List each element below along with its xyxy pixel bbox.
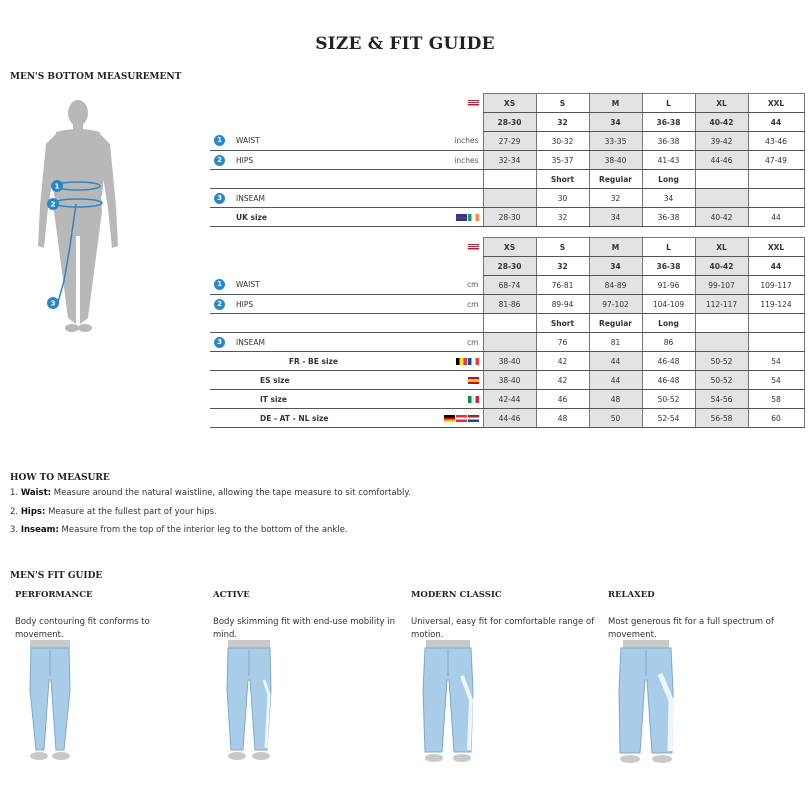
fit-description: Most generous fit for a full spectrum of movement. [608,617,774,640]
cell: 32-34 [483,151,536,170]
inseam-type: Regular [589,170,642,189]
row-label: UK size [232,208,338,227]
cell: 30-32 [536,132,589,151]
unit-label [338,189,483,208]
fit-name: ACTIVE [213,590,250,600]
cell: 109-117 [748,276,804,295]
us-size: 44 [748,257,804,276]
cell: 44-46 [483,409,536,428]
cell: 38-40 [483,352,536,371]
size-table-inches [210,93,805,227]
cell: 54 [748,371,804,390]
us-size: 36-38 [642,113,695,132]
size-header: XL [695,94,748,113]
cell: 48 [589,390,642,409]
uk-row [210,208,804,227]
how-item-inseam [10,525,348,535]
us-size: 40-42 [695,257,748,276]
cell: 42-44 [483,390,536,409]
cell: 54 [748,352,804,371]
row-label: HIPS [232,151,338,170]
us-size: 40-42 [695,113,748,132]
cell: 42 [536,371,589,390]
cell: 27-29 [483,132,536,151]
size-header: XS [483,238,536,257]
us-flag-icon [338,94,483,113]
cell: 46 [536,390,589,409]
row-label: INSEAM [232,189,338,208]
size-table-cm [210,237,805,428]
es-flag-icon [338,371,483,390]
size-header: XS [483,94,536,113]
hips-badge: 2 [214,155,225,166]
fit-description: Body skimming fit with end-use mobility in mind. [213,617,396,640]
cell: 81 [589,333,642,352]
cell: 91-96 [642,276,695,295]
fit-name: MODERN CLASSIC [411,590,502,600]
us-size: 34 [589,113,642,132]
inseam-row [210,189,804,208]
cell: 30 [536,189,589,208]
modern-classic-pants-icon [416,640,480,765]
inseam-badge: 3 [214,193,225,204]
cell: 47-49 [748,151,804,170]
cell: 44 [748,208,804,227]
how-item-number: 3. [10,525,21,535]
hips-badge: 2 [214,299,225,310]
cell: 50-52 [695,371,748,390]
how-item-term: Waist: [20,488,52,498]
size-header: L [642,94,695,113]
waist-row [210,132,804,151]
inseam-badge: 3 [214,337,225,348]
male-figure-icon [28,96,128,336]
how-item-number: 2. [10,507,21,517]
row-label: IT size [232,390,338,409]
cell: 36-38 [642,132,695,151]
it-flag-icon [338,390,483,409]
size-header: XXL [748,238,804,257]
figure-marker-1: 1 [54,182,60,191]
us-size: 36-38 [642,257,695,276]
waist-row [210,276,804,295]
cell: 86 [642,333,695,352]
cell: 58 [748,390,804,409]
row-label: WAIST [232,276,338,295]
cell: 52-54 [642,409,695,428]
figure-marker-3: 3 [50,299,56,308]
cell: 46-48 [642,371,695,390]
cell: 112-117 [695,295,748,314]
fit-description: Body contouring fit conforms to movement. [15,617,150,640]
inseam-type: Short [536,170,589,189]
uk-ie-flags-icon [338,208,483,227]
inseam-type: Long [642,314,695,333]
cell: 33-35 [589,132,642,151]
fit-description: Universal, easy fit for comfortable range of motion. [411,617,595,640]
us-size: 34 [589,257,642,276]
how-item-text: Measure from the top of the interior leg to the bottom of the ankle. [58,525,348,535]
row-label: INSEAM [232,333,338,352]
unit-label: inches [338,151,483,170]
how-item-hips [10,507,217,517]
performance-pants-icon [20,640,80,765]
unit-label: inches [338,132,483,151]
cell: 32 [536,208,589,227]
region-row-it [210,390,804,409]
cell: 104-109 [642,295,695,314]
cell: 119-124 [748,295,804,314]
cell: 36-38 [642,208,695,227]
us-size: 32 [536,257,589,276]
fit-relaxed [608,590,793,642]
fit-modern-classic [411,590,596,642]
row-label: HIPS [232,295,338,314]
cell: 48 [536,409,589,428]
cell: 60 [748,409,804,428]
how-to-measure-heading: HOW TO MEASURE [10,473,110,483]
cell: 76 [536,333,589,352]
us-size: 32 [536,113,589,132]
page-title: SIZE & FIT GUIDE [315,34,495,54]
cell: 35-37 [536,151,589,170]
size-header: L [642,238,695,257]
how-item-number: 1. [10,488,21,498]
inseam-type: Long [642,170,695,189]
cell: 34 [642,189,695,208]
size-header: XL [695,238,748,257]
cell: 42 [536,352,589,371]
fr-be-flags-icon [338,352,483,371]
inseam-row [210,333,804,352]
active-pants-icon [218,640,280,765]
us-flag-icon [338,238,483,257]
row-label: ES size [232,371,338,390]
cell: 68-74 [483,276,536,295]
region-row-es [210,371,804,390]
how-item-term: Inseam: [20,525,59,535]
row-label: WAIST [232,132,338,151]
how-item-text: Measure at the fullest part of your hips. [45,507,217,517]
size-header: S [536,238,589,257]
us-size: 28-30 [483,257,536,276]
how-item-term: Hips: [20,507,46,517]
cell: 44-46 [695,151,748,170]
figure-marker-2: 2 [50,200,56,209]
cell: 40-42 [695,208,748,227]
cell: 41-43 [642,151,695,170]
size-header: M [589,94,642,113]
fit-name: RELAXED [608,590,655,600]
cell: 44 [589,352,642,371]
section-heading: MEN'S BOTTOM MEASUREMENT [10,72,182,82]
size-header: M [589,238,642,257]
inseam-type: Short [536,314,589,333]
row-label: FR - BE size [232,352,338,371]
how-item-waist [10,488,411,498]
cell: 38-40 [589,151,642,170]
us-size: 44 [748,113,804,132]
fit-active [213,590,398,642]
cell: 50 [589,409,642,428]
cell: 43-46 [748,132,804,151]
cell: 32 [589,189,642,208]
waist-badge: 1 [214,279,225,290]
cell: 56-58 [695,409,748,428]
cell: 46-48 [642,352,695,371]
cell: 50-52 [642,390,695,409]
cell: 99-107 [695,276,748,295]
cell: 81-86 [483,295,536,314]
unit-label: cm [338,295,483,314]
waist-badge: 1 [214,135,225,146]
row-label: DE - AT - NL size [232,409,338,428]
inseam-type: Regular [589,314,642,333]
cell: 89-94 [536,295,589,314]
relaxed-pants-icon [613,640,679,765]
hips-row [210,151,804,170]
unit-label: cm [338,333,483,352]
fit-performance [15,590,200,642]
unit-label: cm [338,276,483,295]
cell: 84-89 [589,276,642,295]
cell: 97-102 [589,295,642,314]
size-header: S [536,94,589,113]
hips-row [210,295,804,314]
cell: 54-56 [695,390,748,409]
region-row-de-at-nl [210,409,804,428]
region-row-fr-be [210,352,804,371]
de-at-nl-flags-icon [338,409,483,428]
cell: 50-52 [695,352,748,371]
size-header: XXL [748,94,804,113]
cell: 34 [589,208,642,227]
cell: 28-30 [483,208,536,227]
cell: 44 [589,371,642,390]
cell: 38-40 [483,371,536,390]
fit-name: PERFORMANCE [15,590,93,600]
us-size: 28-30 [483,113,536,132]
cell: 39-42 [695,132,748,151]
cell: 76-81 [536,276,589,295]
fit-guide-heading: MEN'S FIT GUIDE [10,571,103,581]
how-item-text: Measure around the natural waistline, allowing the tape measure to sit comfortably. [51,488,411,498]
